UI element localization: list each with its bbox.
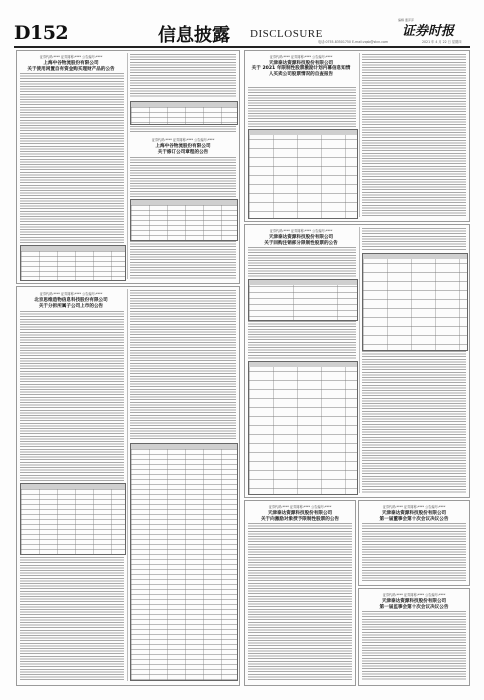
masthead (14, 18, 470, 46)
article-header (245, 54, 357, 77)
column-separator (127, 289, 128, 681)
article-body-text (248, 321, 356, 359)
article-code-line: 证券代码:**** 证券简称:**** 公告编号:**** (269, 55, 333, 59)
article-body-text (362, 351, 466, 493)
editor-line: 编辑 董萍萍 (398, 18, 414, 22)
article-body-text (248, 523, 352, 681)
article-box (244, 50, 470, 222)
article-body-text (362, 228, 466, 250)
article-body-text (362, 611, 466, 681)
article-table (130, 443, 238, 681)
article-body-text (130, 290, 236, 440)
article-code-line: 证券代码:**** 证券简称:**** 公告编号:**** (382, 593, 446, 597)
article-title: 关于分拆所属子公司上市的公告 (38, 304, 104, 309)
article-header (17, 291, 125, 309)
article-header (359, 504, 469, 522)
article-code-line: 证券代码:**** 证券简称:**** 公告编号:**** (268, 505, 332, 509)
article-code-line: 证券代码:**** 证券简称:**** 公告编号:**** (39, 292, 103, 296)
article-title: 关于回购注销部分限制性股票的公告 (264, 241, 338, 246)
article-box (244, 500, 356, 686)
article-header (17, 54, 125, 72)
article-box (16, 286, 240, 686)
article-company: 天津泰达资源科技股份有限公司 (381, 599, 447, 604)
article-code-line: 证券代码:**** 证券简称:**** 公告编号:**** (269, 229, 333, 233)
article-body-text (248, 87, 356, 127)
contact-line: 电话:0755-83501750 E-mail:zqsb@stcn.com (318, 40, 389, 44)
article-body-text (248, 247, 356, 277)
article-table (362, 253, 468, 351)
article-title: 关于修订公司章程的公告 (157, 150, 209, 155)
article-title: 第一届董事会第十次会议决议公告 (379, 517, 449, 522)
section-title-english: DISCLOSURE (250, 28, 323, 40)
article-body-text (130, 54, 236, 98)
newspaper-logo: 证券时报 (402, 24, 455, 39)
article-table (20, 483, 126, 555)
article-body-text (130, 126, 236, 134)
article-header (359, 592, 469, 610)
article-body-text (20, 73, 124, 243)
article-header (245, 228, 357, 246)
article-company: 天津泰达资源科技股份有限公司 (267, 511, 333, 516)
date-line: 2021 年 4 月 22 日 星期四 (422, 40, 462, 44)
article-company: 上海中谷物流股份有限公司 (155, 144, 211, 149)
article-table (20, 245, 126, 281)
section-title: 信息披露 (158, 25, 230, 46)
article-body-text (20, 557, 124, 681)
article-title: 关于向激励对象授予限制性股票的公告 (260, 517, 340, 522)
article-title: 关于使用闲置自有资金购买理财产品的公告 (27, 67, 115, 72)
article-company: 天津泰达资源科技股份有限公司 (268, 61, 334, 66)
article-table (130, 199, 238, 241)
article-company: 天津泰达资源科技股份有限公司 (381, 511, 447, 516)
article-body-text (130, 157, 236, 197)
article-company: 北京思维造物信息科技股份有限公司 (34, 298, 108, 303)
masthead-rule (14, 46, 470, 48)
article-code-line: 证券代码:**** 证券简称:**** 公告编号:**** (151, 138, 215, 142)
article-header (130, 137, 236, 155)
article-box (244, 224, 470, 498)
column-separator (359, 53, 360, 217)
article-code-line: 证券代码:**** 证券简称:**** 公告编号:**** (39, 55, 103, 59)
article-title: 关于 2021 年限制性股票激励计划内幕信息知情人买卖公司股票情况的自查报告 (251, 66, 351, 77)
article-box (358, 500, 470, 586)
article-body-text (362, 523, 466, 581)
article-body-text (362, 54, 466, 217)
article-company: 天津泰达资源科技股份有限公司 (268, 235, 334, 240)
article-company: 上海中谷物流股份有限公司 (43, 61, 99, 66)
column-separator (359, 227, 360, 493)
article-header (245, 504, 355, 522)
article-table (130, 101, 238, 125)
article-table (248, 279, 358, 321)
article-box (358, 588, 470, 686)
article-table (248, 129, 358, 219)
page-number: D152 (14, 22, 69, 44)
article-table (248, 361, 358, 495)
article-title: 第一届监事会第十次会议决议公告 (379, 605, 449, 610)
column-separator (127, 53, 128, 279)
article-body-text (20, 311, 124, 481)
article-code-line: 证券代码:**** 证券简称:**** 公告编号:**** (382, 505, 446, 509)
article-box (16, 50, 240, 284)
article-body-text (130, 241, 236, 279)
